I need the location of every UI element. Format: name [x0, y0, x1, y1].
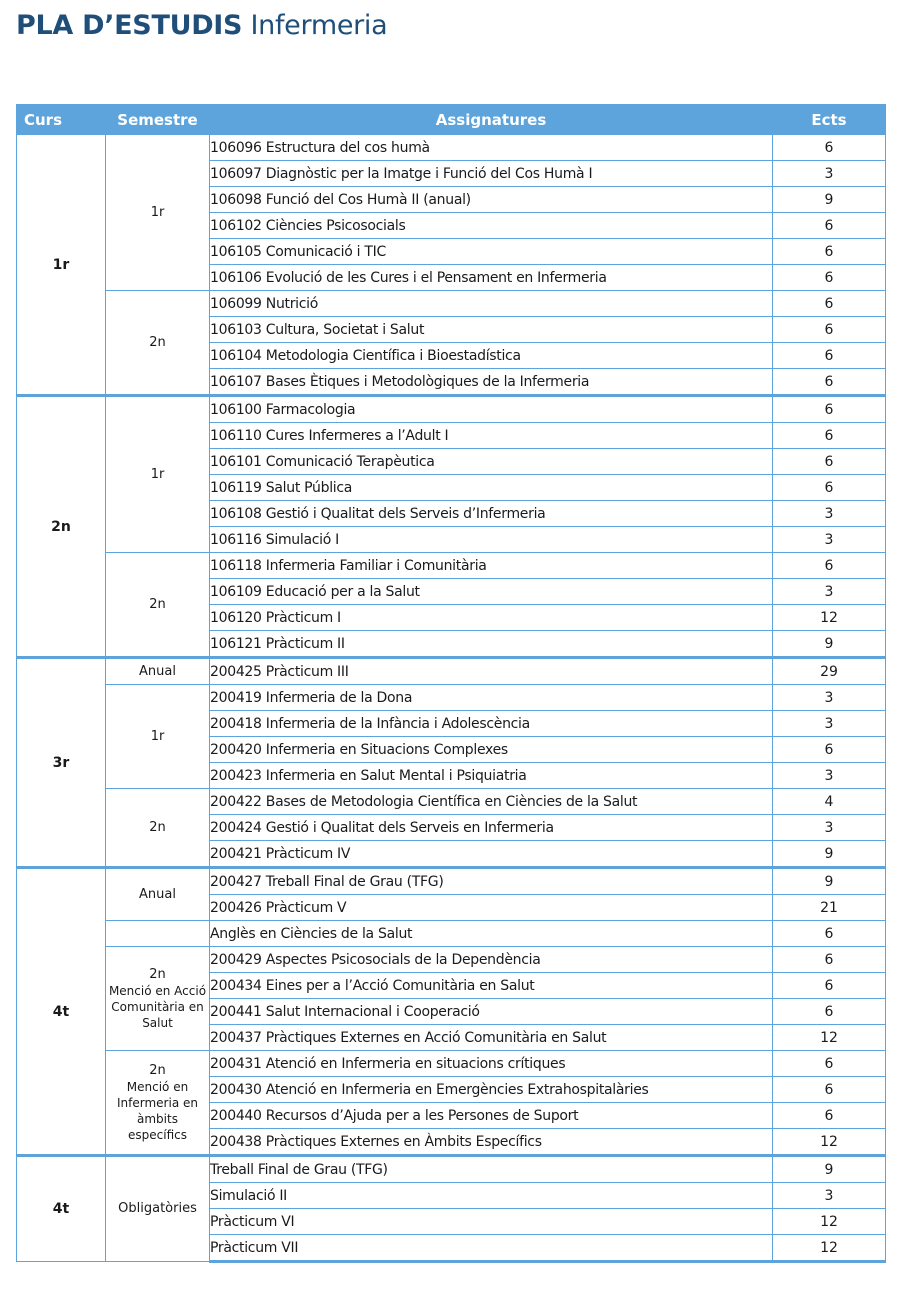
ects-value: 6 — [773, 135, 886, 161]
curs-cell: 2n — [17, 396, 106, 658]
ects-value: 6 — [773, 999, 886, 1025]
ects-value: 6 — [773, 369, 886, 396]
curs-cell: 1r — [17, 135, 106, 396]
subject-name: Anglès en Ciències de la Salut — [210, 921, 773, 947]
subject-name: 200437 Pràctiques Externes en Acció Comunitària en Salut — [210, 1025, 773, 1051]
semester-label: Anual — [139, 663, 176, 679]
semester-label: Anual — [139, 886, 176, 902]
subject-name: 200440 Recursos d’Ajuda per a les Persones de Suport — [210, 1103, 773, 1129]
curs-cell: 3r — [17, 658, 106, 868]
semester-cell — [106, 1051, 210, 1156]
subject-name: 106119 Salut Pública — [210, 475, 773, 501]
ects-value: 9 — [773, 187, 886, 213]
header-curs: Curs — [17, 105, 106, 135]
semester-mention: Menció en Infermeria en àmbits específics — [117, 1079, 198, 1142]
ects-value: 12 — [773, 1209, 886, 1235]
subject-name: 106106 Evolució de les Cures i el Pensament en Infermeria — [210, 265, 773, 291]
ects-value: 6 — [773, 1051, 886, 1077]
subject-name: 200426 Pràcticum V — [210, 895, 773, 921]
header-semestre: Semestre — [106, 105, 210, 135]
ects-value: 6 — [773, 947, 886, 973]
subject-name: 106109 Educació per a la Salut — [210, 579, 773, 605]
table-row — [17, 868, 886, 895]
table-row — [17, 291, 886, 317]
subject-name: 106121 Pràcticum II — [210, 631, 773, 658]
ects-value: 6 — [773, 1103, 886, 1129]
year-group — [17, 135, 886, 396]
ects-value: 6 — [773, 343, 886, 369]
subject-name: Pràcticum VI — [210, 1209, 773, 1235]
year-group — [17, 868, 886, 1156]
semester-cell — [106, 868, 210, 921]
ects-value: 4 — [773, 789, 886, 815]
semester-label: 1r — [150, 728, 165, 744]
table-row — [17, 658, 886, 685]
semester-cell — [106, 921, 210, 947]
subject-name: 106104 Metodologia Científica i Bioestadística — [210, 343, 773, 369]
subject-name: Treball Final de Grau (TFG) — [210, 1156, 773, 1183]
ects-value: 6 — [773, 973, 886, 999]
subject-name: 200424 Gestió i Qualitat dels Serveis en Infermeria — [210, 815, 773, 841]
subject-name: 200434 Eines per a l’Acció Comunitària en Salut — [210, 973, 773, 999]
ects-value: 6 — [773, 423, 886, 449]
header-ects: Ects — [773, 105, 886, 135]
ects-value: 3 — [773, 685, 886, 711]
ects-value: 6 — [773, 449, 886, 475]
ects-value: 3 — [773, 1183, 886, 1209]
curs-cell: 4t — [17, 868, 106, 1156]
ects-value: 29 — [773, 658, 886, 685]
table-row — [17, 921, 886, 947]
ects-value: 9 — [773, 631, 886, 658]
subject-name: 106102 Ciències Psicosocials — [210, 213, 773, 239]
semester-label: 2n — [149, 596, 166, 612]
title-degree: Infermeria — [250, 10, 388, 41]
subject-name: 200431 Atenció en Infermeria en situacions crítiques — [210, 1051, 773, 1077]
year-group — [17, 396, 886, 658]
table-row — [17, 1156, 886, 1183]
ects-value: 6 — [773, 553, 886, 579]
curs-cell: 4t — [17, 1156, 106, 1262]
table-row — [17, 947, 886, 973]
semester-label: 2n — [149, 1062, 166, 1078]
subject-name: 106096 Estructura del cos humà — [210, 135, 773, 161]
semester-mention: Menció en Acció Comunitària en Salut — [108, 983, 207, 1030]
ects-value: 3 — [773, 527, 886, 553]
subject-name: 200418 Infermeria de la Infància i Adolescència — [210, 711, 773, 737]
subject-name: 106103 Cultura, Societat i Salut — [210, 317, 773, 343]
semester-label: 1r — [150, 204, 165, 220]
subject-name: 106116 Simulació I — [210, 527, 773, 553]
subject-name: Simulació II — [210, 1183, 773, 1209]
ects-value: 21 — [773, 895, 886, 921]
ects-value: 6 — [773, 396, 886, 423]
subject-name: 106105 Comunicació i TIC — [210, 239, 773, 265]
title-bold: PLA D’ESTUDIS — [16, 10, 243, 41]
semester-cell — [106, 685, 210, 789]
subject-name: 106097 Diagnòstic per la Imatge i Funció del Cos Humà I — [210, 161, 773, 187]
ects-value: 6 — [773, 921, 886, 947]
subject-name: 106098 Funció del Cos Humà II (anual) — [210, 187, 773, 213]
ects-value: 9 — [773, 1156, 886, 1183]
semester-cell — [106, 291, 210, 396]
table-row — [17, 553, 886, 579]
ects-value: 3 — [773, 579, 886, 605]
subject-name: 106120 Pràcticum I — [210, 605, 773, 631]
subject-name: 200430 Atenció en Infermeria en Emergències Extrahospitalàries — [210, 1077, 773, 1103]
subject-name: Pràcticum VII — [210, 1235, 773, 1262]
table-row — [17, 135, 886, 161]
ects-value: 6 — [773, 475, 886, 501]
semester-cell — [106, 1156, 210, 1262]
semester-cell — [106, 658, 210, 685]
ects-value: 6 — [773, 265, 886, 291]
ects-value: 6 — [773, 1077, 886, 1103]
subject-name: 200438 Pràctiques Externes en Àmbits Específics — [210, 1129, 773, 1156]
subject-name: 200422 Bases de Metodologia Científica en Ciències de la Salut — [210, 789, 773, 815]
ects-value: 3 — [773, 815, 886, 841]
semester-cell — [106, 947, 210, 1051]
ects-value: 9 — [773, 841, 886, 868]
ects-value: 12 — [773, 605, 886, 631]
ects-value: 6 — [773, 291, 886, 317]
ects-value: 6 — [773, 737, 886, 763]
semester-cell — [106, 789, 210, 868]
semester-cell — [106, 396, 210, 553]
subject-name: 106110 Cures Infermeres a l’Adult I — [210, 423, 773, 449]
ects-value: 3 — [773, 501, 886, 527]
subject-name: 200419 Infermeria de la Dona — [210, 685, 773, 711]
semester-cell — [106, 135, 210, 291]
subject-name: 106107 Bases Ètiques i Metodològiques de la Infermeria — [210, 369, 773, 396]
ects-value: 12 — [773, 1235, 886, 1262]
header-assignatures: Assignatures — [210, 105, 773, 135]
subject-name: 106108 Gestió i Qualitat dels Serveis d’Infermeria — [210, 501, 773, 527]
ects-value: 3 — [773, 763, 886, 789]
ects-value: 3 — [773, 711, 886, 737]
subject-name: 106101 Comunicació Terapèutica — [210, 449, 773, 475]
table-row — [17, 1051, 886, 1077]
ects-value: 12 — [773, 1025, 886, 1051]
ects-value: 6 — [773, 239, 886, 265]
year-group — [17, 1156, 886, 1262]
page-title — [16, 8, 387, 44]
ects-value: 12 — [773, 1129, 886, 1156]
subject-name: 200421 Pràcticum IV — [210, 841, 773, 868]
subject-name: 200429 Aspectes Psicosocials de la Dependència — [210, 947, 773, 973]
semester-label: 2n — [149, 819, 166, 835]
year-group — [17, 658, 886, 868]
table-row — [17, 685, 886, 711]
subject-name: 200423 Infermeria en Salut Mental i Psiquiatria — [210, 763, 773, 789]
ects-value: 6 — [773, 317, 886, 343]
semester-label: 2n — [149, 966, 166, 982]
header-row — [17, 105, 886, 135]
study-plan-table — [16, 104, 886, 1263]
subject-name: 200420 Infermeria en Situacions Complexes — [210, 737, 773, 763]
ects-value: 9 — [773, 868, 886, 895]
subject-name: 200441 Salut Internacional i Cooperació — [210, 999, 773, 1025]
table-header — [17, 105, 886, 135]
ects-value: 3 — [773, 161, 886, 187]
table-row — [17, 789, 886, 815]
table-row — [17, 396, 886, 423]
subject-name: 200425 Pràcticum III — [210, 658, 773, 685]
semester-label: Obligatòries — [118, 1201, 197, 1216]
subject-name: 106118 Infermeria Familiar i Comunitària — [210, 553, 773, 579]
ects-value: 6 — [773, 213, 886, 239]
subject-name: 200427 Treball Final de Grau (TFG) — [210, 868, 773, 895]
semester-cell — [106, 553, 210, 658]
semester-label: 1r — [150, 466, 165, 482]
subject-name: 106100 Farmacologia — [210, 396, 773, 423]
semester-label: 2n — [149, 334, 166, 350]
subject-name: 106099 Nutrició — [210, 291, 773, 317]
